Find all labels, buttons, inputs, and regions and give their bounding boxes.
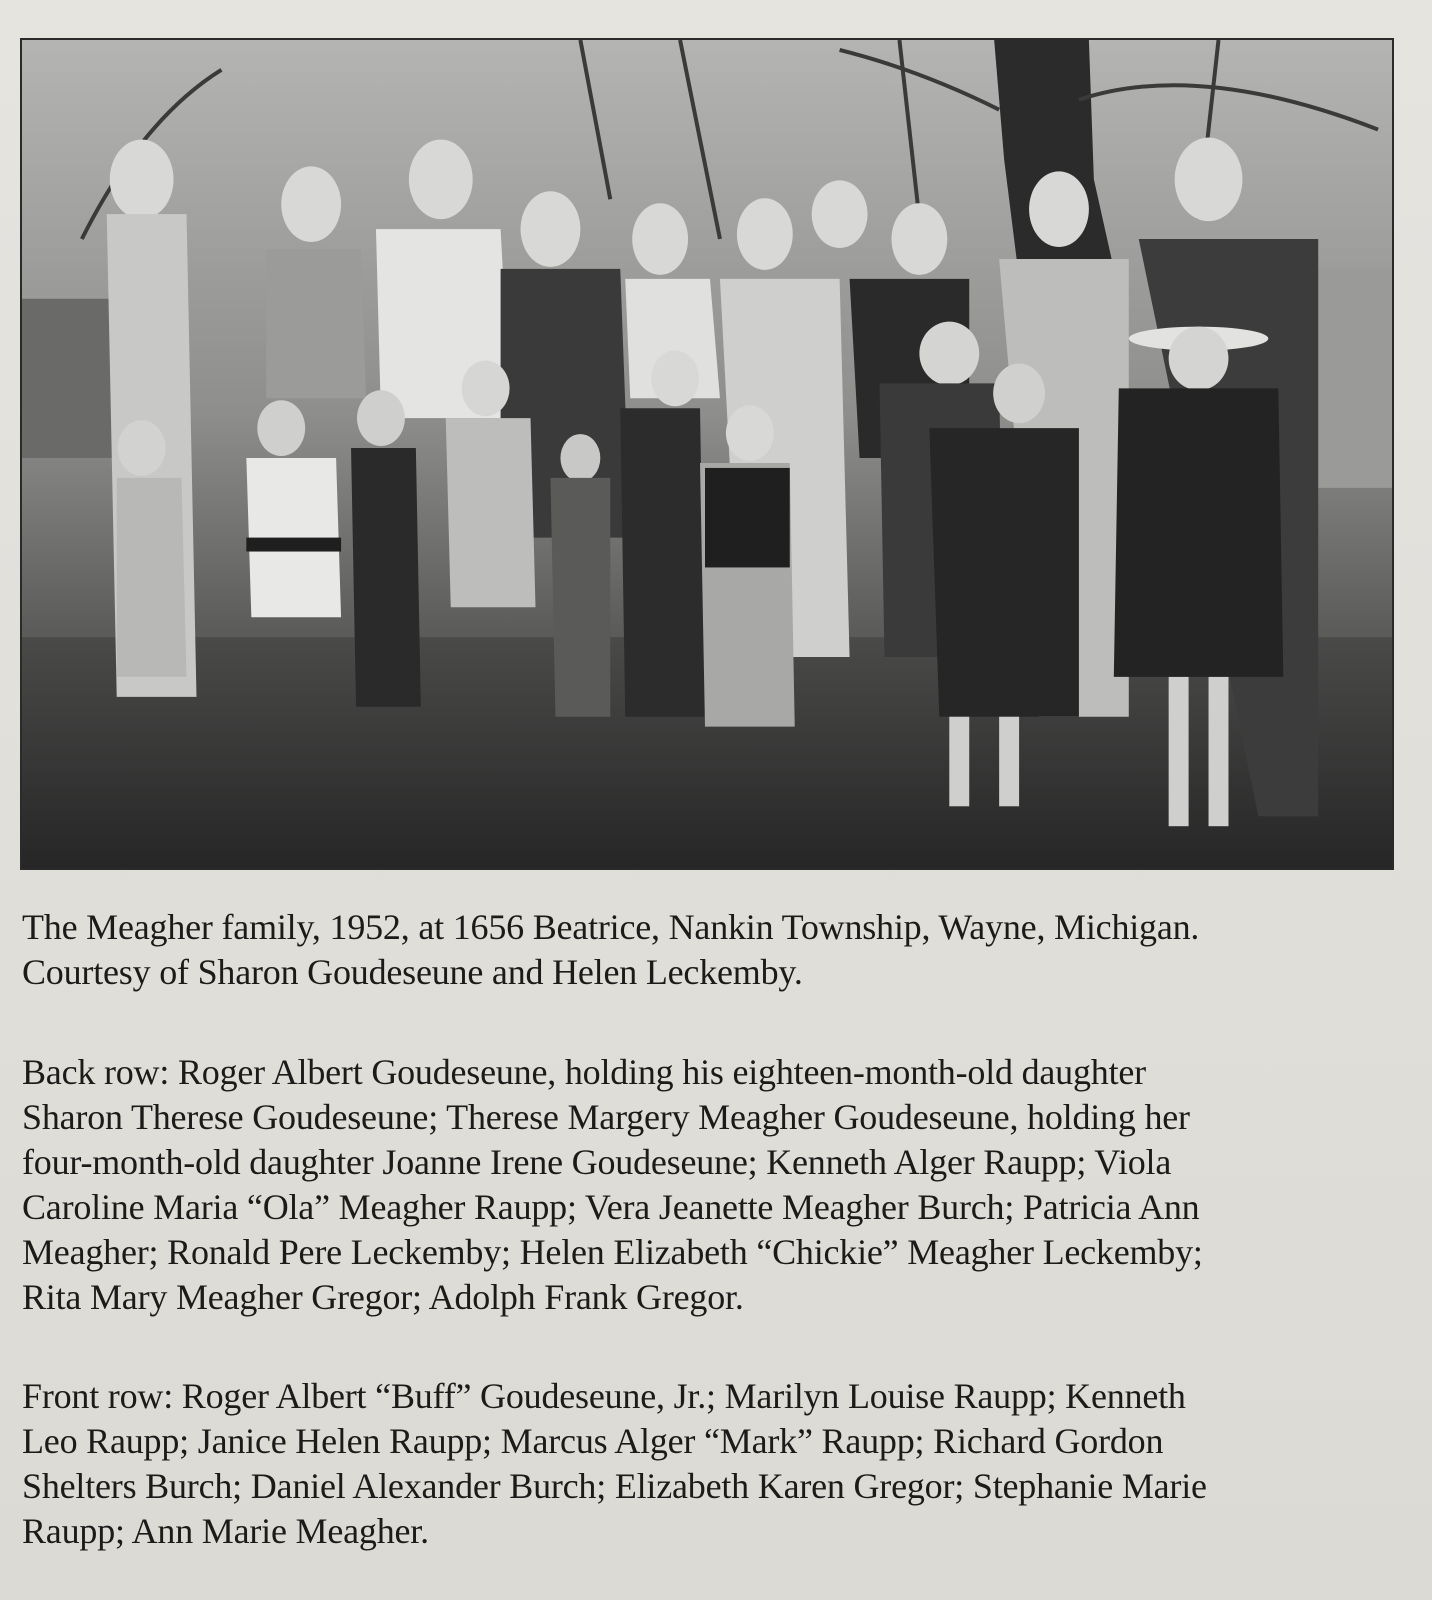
caption-line-2: Courtesy of Sharon Goudeseune and Helen Leckemby.	[22, 952, 803, 992]
back-row-line: Sharon Therese Goudeseune; Therese Margery Meagher Goudeseune, holding her	[22, 1097, 1190, 1137]
front-row-line: Shelters Burch; Daniel Alexander Burch; Elizabeth Karen Gregor; Stephanie Marie	[22, 1466, 1207, 1506]
front-row-line: Raupp; Ann Marie Meagher.	[22, 1511, 429, 1551]
caption-line-1: The Meagher family, 1952, at 1656 Beatrice, Nankin Township, Wayne, Michigan.	[22, 907, 1200, 947]
back-row-line: Meagher; Ronald Pere Leckemby; Helen Elizabeth “Chickie” Meagher Leckemby;	[22, 1232, 1203, 1272]
front-row-line: Leo Raupp; Janice Helen Raupp; Marcus Alger “Mark” Raupp; Richard Gordon	[22, 1421, 1164, 1461]
front-row-line: Front row: Roger Albert “Buff” Goudeseune, Jr.; Marilyn Louise Raupp; Kenneth	[22, 1376, 1186, 1416]
back-row-names	[22, 1050, 1417, 1320]
back-row-line: four-month-old daughter Joanne Irene Goudeseune; Kenneth Alger Raupp; Viola	[22, 1142, 1172, 1182]
family-group-photo-icon	[22, 40, 1392, 868]
back-row-line: Caroline Maria “Ola” Meagher Raupp; Vera Jeanette Meagher Burch; Patricia Ann	[22, 1187, 1200, 1227]
photo-caption	[22, 905, 1417, 995]
back-row-line: Rita Mary Meagher Gregor; Adolph Frank Gregor.	[22, 1277, 744, 1317]
back-row-line: Back row: Roger Albert Goudeseune, holding his eighteen-month-old daughter	[22, 1052, 1146, 1092]
front-row-names	[22, 1374, 1417, 1554]
family-photo	[20, 38, 1394, 870]
